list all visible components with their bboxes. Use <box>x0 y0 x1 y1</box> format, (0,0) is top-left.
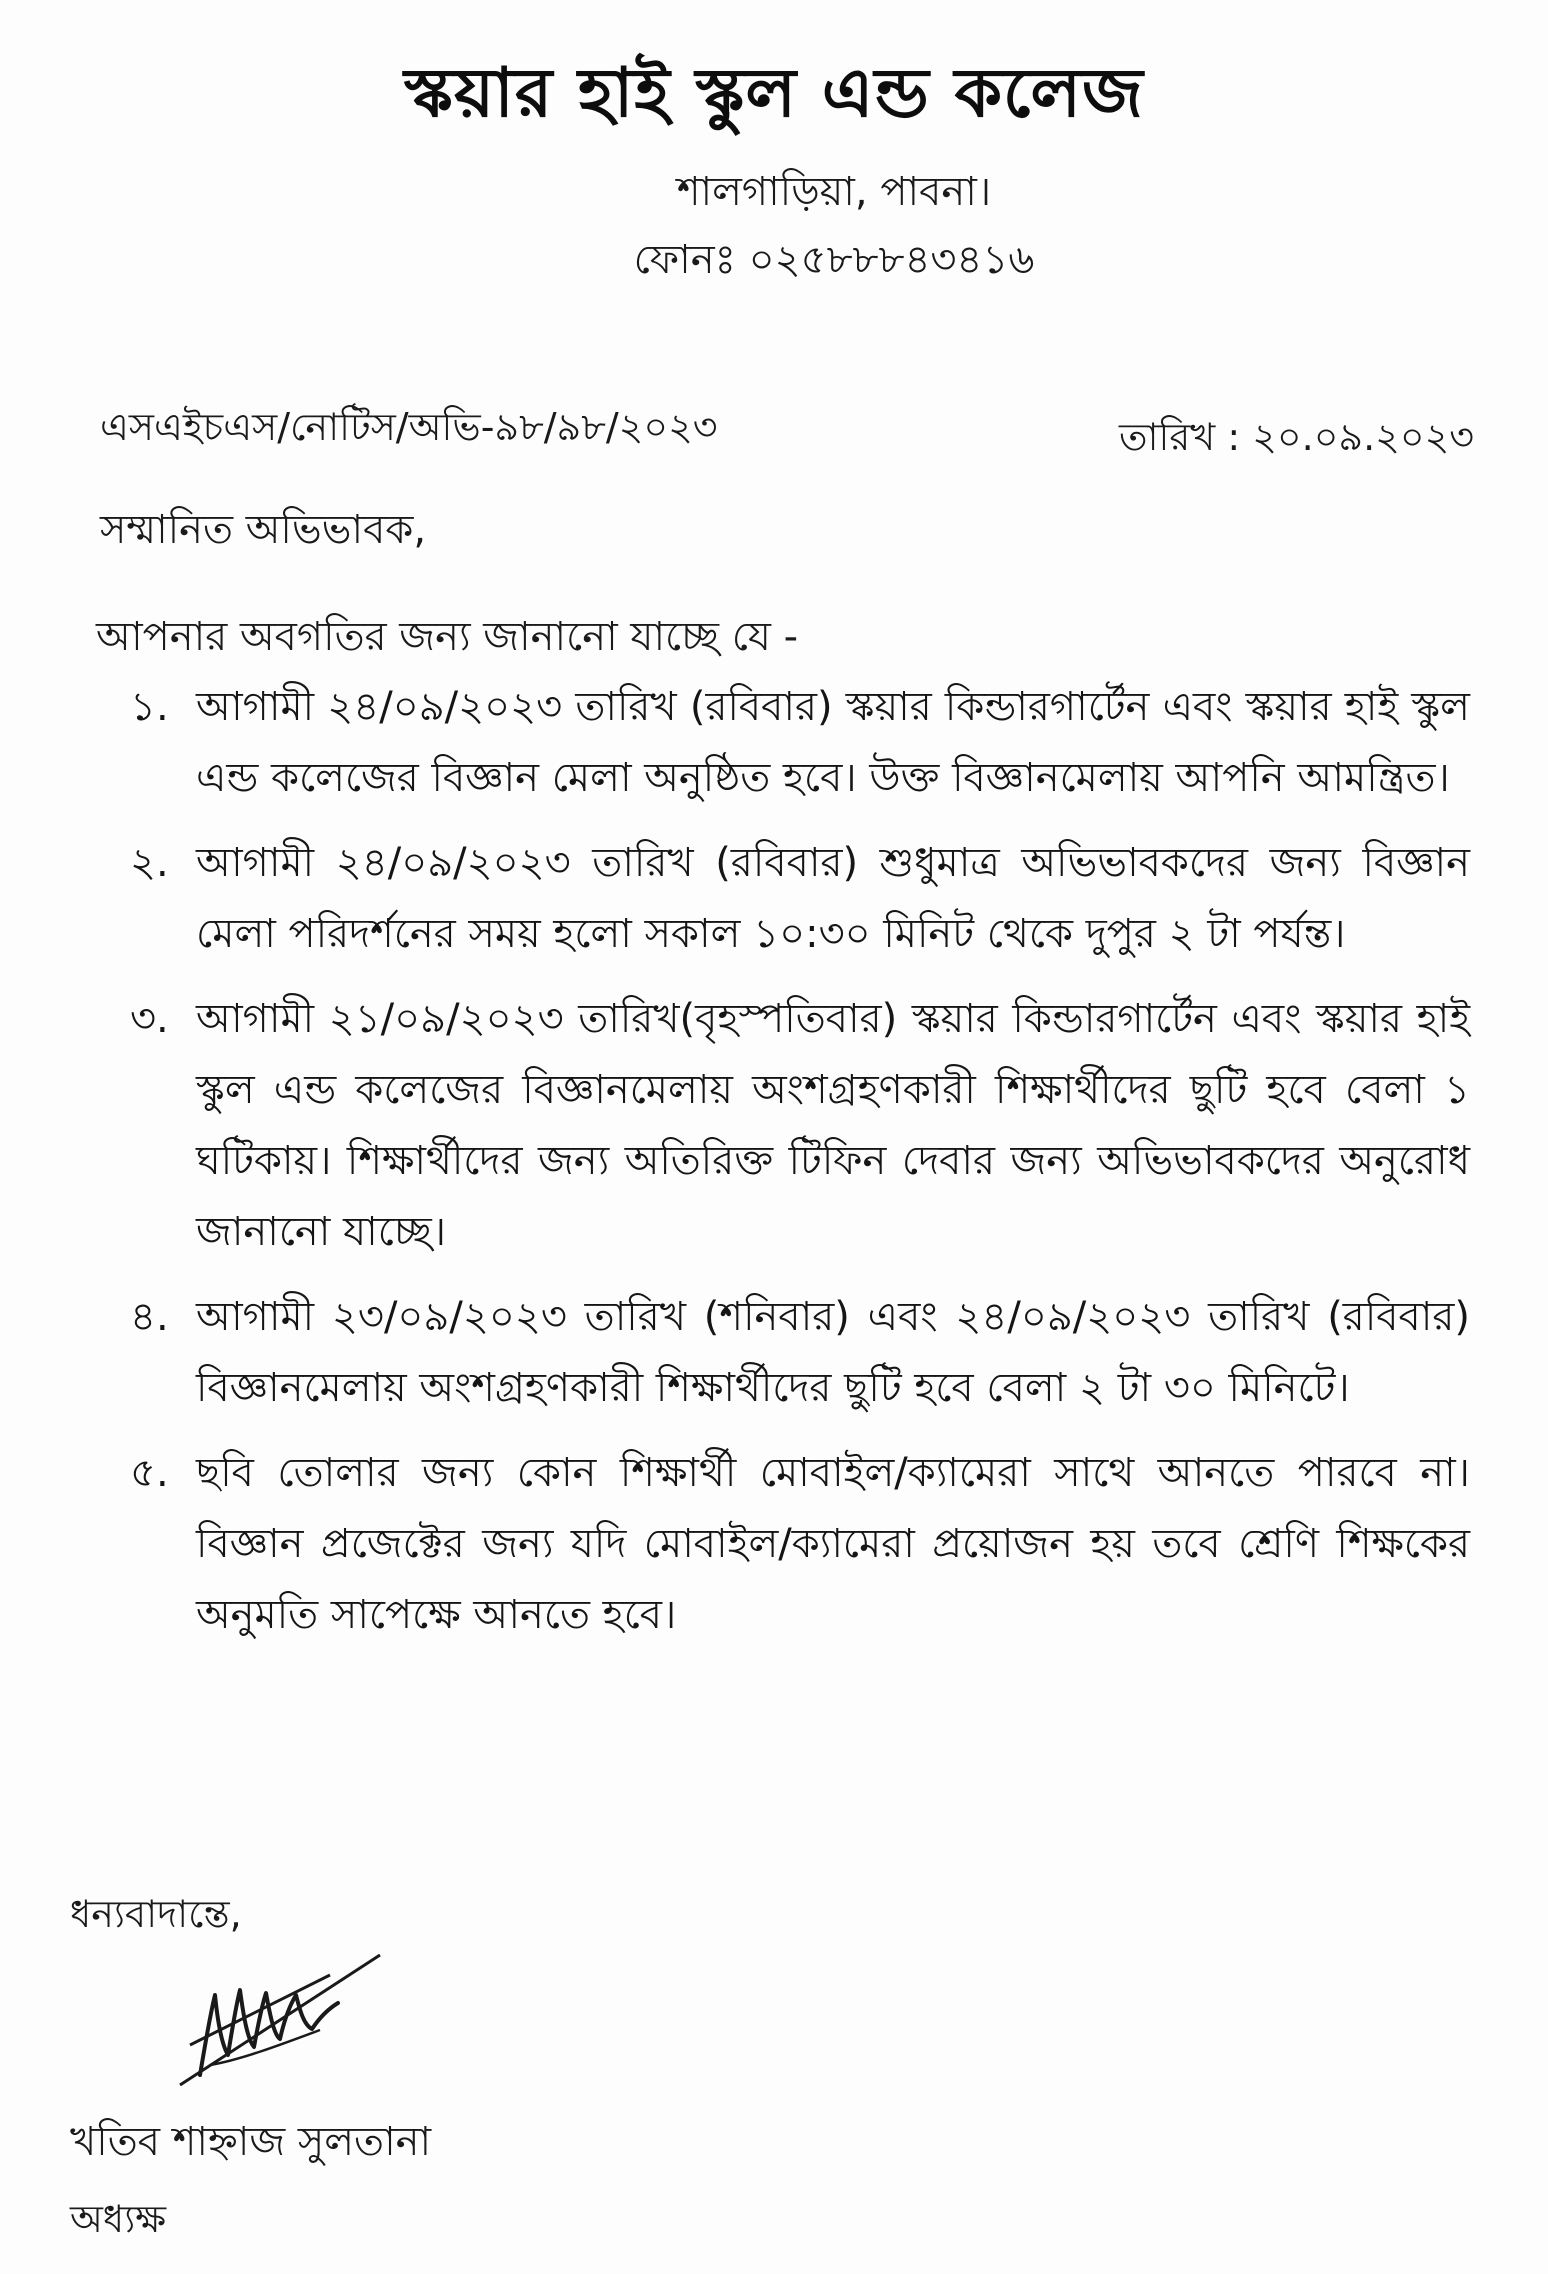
closing-text: ধন্যবাদান্তে, <box>70 1892 242 1936</box>
school-name: স্কয়ার হাই স্কুল এন্ড কলেজ <box>404 54 1144 133</box>
item-number: ৩. <box>130 996 169 1042</box>
notice-item-1 <box>130 672 1470 814</box>
item-number: ৫. <box>130 1450 169 1496</box>
item-text: আগামী ২১/০৯/২০২৩ তারিখ(বৃহস্পতিবার) স্কয়ার কিন্ডারগার্টেন এবং স্কয়ার হাই স্কুল এন্ড কলেজের বিজ্ঞানমেলায় অংশগ্রহণকারী শিক্ষার্থীদের ছুটি হবে বেলা ১ ঘটিকায়। শিক্ষার্থীদের জন্য অতিরিক্ত টিফিন দেবার জন্য অভিভাবকদের অনুরোধ জানানো যাচ্ছে। <box>196 996 1470 1255</box>
item-number: ৪. <box>130 1294 169 1340</box>
notice-item-2 <box>130 828 1470 970</box>
item-text: আগামী ২৪/০৯/২০২৩ তারিখ (রবিবার) স্কয়ার কিন্ডারগার্টেন এবং স্কয়ার হাই স্কুল এন্ড কলেজের বিজ্ঞান মেলা অনুষ্ঠিত হবে। উক্ত বিজ্ঞানমেলায় আপনি আমন্ত্রিত। <box>196 684 1470 801</box>
item-number: ১. <box>130 684 169 730</box>
school-phone: ফোনঃ ০২৫৮৮৮৪৩৪১৬ <box>633 237 1035 283</box>
notice-item-5 <box>130 1438 1470 1651</box>
signature-mark <box>170 1935 400 2105</box>
item-number: ২. <box>130 840 169 886</box>
item-text: ছবি তোলার জন্য কোন শিক্ষার্থী মোবাইল/ক্যামেরা সাথে আনতে পারবে না। বিজ্ঞান প্রজেক্টের জন্য যদি মোবাইল/ক্যামেরা প্রয়োজন হয় তবে শ্রেণি শিক্ষকের অনুমতি সাপেক্ষে আনতে হবে। <box>196 1450 1470 1638</box>
item-text: আগামী ২৪/০৯/২০২৩ তারিখ (রবিবার) শুধুমাত্র অভিভাবকদের জন্য বিজ্ঞান মেলা পরিদর্শনের সময় হলো সকাল ১০:৩০ মিনিট থেকে দুপুর ২ টা পর্যন্ত। <box>196 840 1470 957</box>
signer-name: খতিব শাহ্নাজ সুলতানা <box>70 2119 432 2165</box>
notice-item-3 <box>130 984 1470 1268</box>
item-text: আগামী ২৩/০৯/২০২৩ তারিখ (শনিবার) এবং ২৪/০৯/২০২৩ তারিখ (রবিবার) বিজ্ঞানমেলায় অংশগ্রহণকারী শিক্ষার্থীদের ছুটি হবে বেলা ২ টা ৩০ মিনিটে। <box>196 1294 1470 1411</box>
school-address: শালগাড়িয়া, পাবনা। <box>676 169 992 215</box>
notice-item-4 <box>130 1282 1470 1424</box>
reference-number: এসএইচএস/নোটিস/অভি-৯৮/৯৮/২০২৩ <box>100 405 718 449</box>
signer-title: অধ্যক্ষ <box>70 2197 167 2241</box>
notice-items-list <box>130 672 1470 1665</box>
intro-text: আপনার অবগতির জন্য জানানো যাচ্ছে যে - <box>96 614 799 660</box>
notice-date: তারিখ : ২০.০৯.২০২৩ <box>1119 415 1474 459</box>
salutation: সম্মানিত অভিভাবক, <box>100 507 427 553</box>
